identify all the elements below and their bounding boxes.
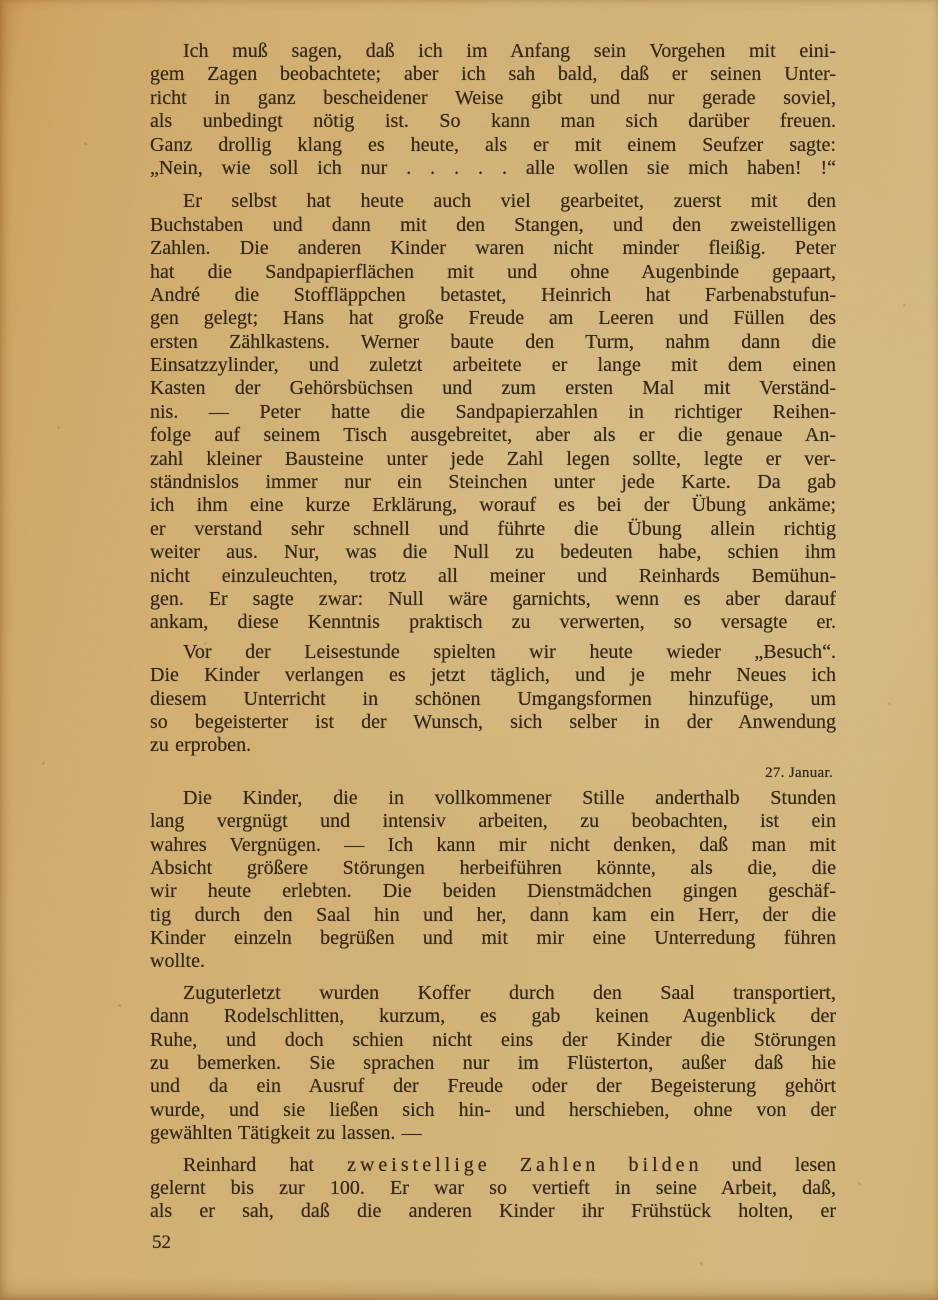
text-line: wir heute erlebten. Die beiden Dienstmädchen gingen geschäf- — [150, 880, 836, 903]
text-line: und da ein Ausruf der Freude oder der Begeisterung gehört — [150, 1075, 836, 1098]
text-line: richt in ganz bescheidener Weise gibt und nur gerade soviel, — [150, 86, 836, 109]
text-line: diesem Unterricht in schönen Umgangsformen hinzufüge, um — [150, 687, 836, 710]
text-line: Zahlen. Die anderen Kinder waren nicht minder fleißig. Peter — [150, 237, 836, 260]
text-line: dann Rodelschlitten, kurzum, es gab keinen Augenblick der — [150, 1005, 836, 1028]
text-line: Absicht größere Störungen herbeiführen könnte, als die, die — [150, 856, 836, 879]
text-line: ich ihm eine kurze Erklärung, worauf es bei der Übung ankäme; — [150, 494, 836, 517]
paragraph — [150, 641, 836, 758]
text-line: ständnislos immer nur ein Steinchen unter jede Karte. Da gab — [150, 471, 836, 494]
text-line: nicht einzuleuchten, trotz all meiner und Reinhards Bemühun- — [150, 564, 836, 587]
paragraph — [150, 40, 836, 180]
text-line: lang vergnügt und intensiv arbeiten, zu beobachten, ist ein — [150, 810, 836, 833]
text-line: Die Kinder, die in vollkommener Stille anderthalb Stunden — [183, 786, 836, 809]
text-line: als unbedingt nötig ist. So kann man sich darüber freuen. — [150, 110, 836, 133]
text-line: Kinder einzeln begrüßen und mit mir eine Unterredung führen — [150, 927, 836, 950]
text-line: Er selbst hat heute auch viel gearbeitet, zuerst mit den — [183, 190, 836, 213]
text-line: er verstand sehr schnell und führte die Übung allein richtig — [150, 517, 836, 540]
text-line: gewählten Tätigkeit zu lassen. — — [150, 1122, 422, 1145]
text-line: gelernt bis zur 100. Er war so vertieft in seine Arbeit, daß, — [150, 1176, 836, 1199]
text-line: wahres Vergnügen. — Ich kann mir nicht denken, daß man mit — [150, 833, 836, 856]
text-line: hat die Sandpapierflächen mit und ohne Augenbinde gepaart, — [150, 260, 836, 283]
paragraph — [150, 982, 836, 1146]
text-line: als er sah, daß die anderen Kinder ihr Frühstück holten, er — [150, 1200, 836, 1223]
text-line: André die Stoffläppchen betastet, Heinrich hat Farbenabstufun- — [150, 283, 836, 306]
text-line: zahl kleiner Bausteine unter jede Zahl legen sollte, legte er ver- — [150, 447, 836, 470]
paragraph — [150, 787, 836, 974]
text-line: Die Kinder verlangen es jetzt täglich, und je mehr Neues ich — [150, 664, 836, 687]
text-line: zu erproben. — [150, 734, 252, 757]
text-line: nis. — Peter hatte die Sandpapierzahlen in richtiger Reihen- — [150, 400, 836, 423]
text-line: Kasten der Gehörsbüchsen und zum ersten Mal mit Verständ- — [150, 377, 836, 400]
text-line: Ich muß sagen, daß ich im Anfang sein Vorgehen mit eini- — [183, 40, 836, 62]
paper-speckles — [0, 0, 3, 3]
text-line: Buchstaben und dann mit den Stangen, und den zweistelligen — [150, 213, 836, 236]
text-line: gen. Er sagte zwar: Null wäre garnichts, wenn es aber darauf — [150, 587, 836, 610]
date-heading: 27. Januar. — [765, 764, 833, 781]
text-line: gen gelegt; Hans hat große Freude am Leeren und Füllen des — [150, 307, 836, 330]
text-line: ersten Zählkastens. Werner baute den Turm, nahm dann die — [150, 330, 836, 353]
page-number: 52 — [152, 1232, 171, 1253]
text-line: Einsatzzylinder, und zuletzt arbeitete er lange mit dem einen — [150, 354, 836, 377]
text-line: folge auf seinem Tisch ausgebreitet, aber als er die genaue An- — [150, 424, 836, 447]
text-line: „Nein, wie soll ich nur . . . . . alle wollen sie mich haben! !“ — [150, 156, 836, 179]
text-line: gem Zagen beobachtete; aber ich sah bald, daß er seinen Unter- — [150, 63, 836, 86]
text-line: Ruhe, und doch schien nicht eins der Kinder die Störungen — [150, 1028, 836, 1051]
text-line: wurde, und sie ließen sich hin- und herschieben, ohne von der — [150, 1098, 836, 1121]
text-line: Reinhard hat z w e i s t e l l i g e Z a h l e n b i l d e n und lesen — [183, 1153, 836, 1176]
text-block — [150, 40, 836, 1224]
text-line: weiter aus. Nur, was die Null zu bedeuten habe, schien ihm — [150, 541, 836, 564]
text-line: Zuguterletzt wurden Koffer durch den Saal transportiert, — [183, 981, 836, 1004]
paragraph — [150, 1154, 836, 1224]
text-line: Vor der Leisestunde spielten wir heute wieder „Besuch“. — [183, 640, 836, 663]
text-line: zu bemerken. Sie sprachen nur im Flüsterton, außer daß hie — [150, 1052, 836, 1075]
text-line: ankam, diese Kenntnis praktisch zu verwerten, so versagte er. — [150, 611, 836, 634]
text-line: wollte. — [150, 950, 205, 973]
text-line: so begeisterter ist der Wunsch, sich selber in der Anwendung — [150, 710, 836, 733]
text-line: tig durch den Saal hin und her, dann kam ein Herr, der die — [150, 903, 836, 926]
text-line: Ganz drollig klang es heute, als er mit einem Seufzer sagte: — [150, 133, 836, 156]
paragraph — [150, 190, 836, 634]
